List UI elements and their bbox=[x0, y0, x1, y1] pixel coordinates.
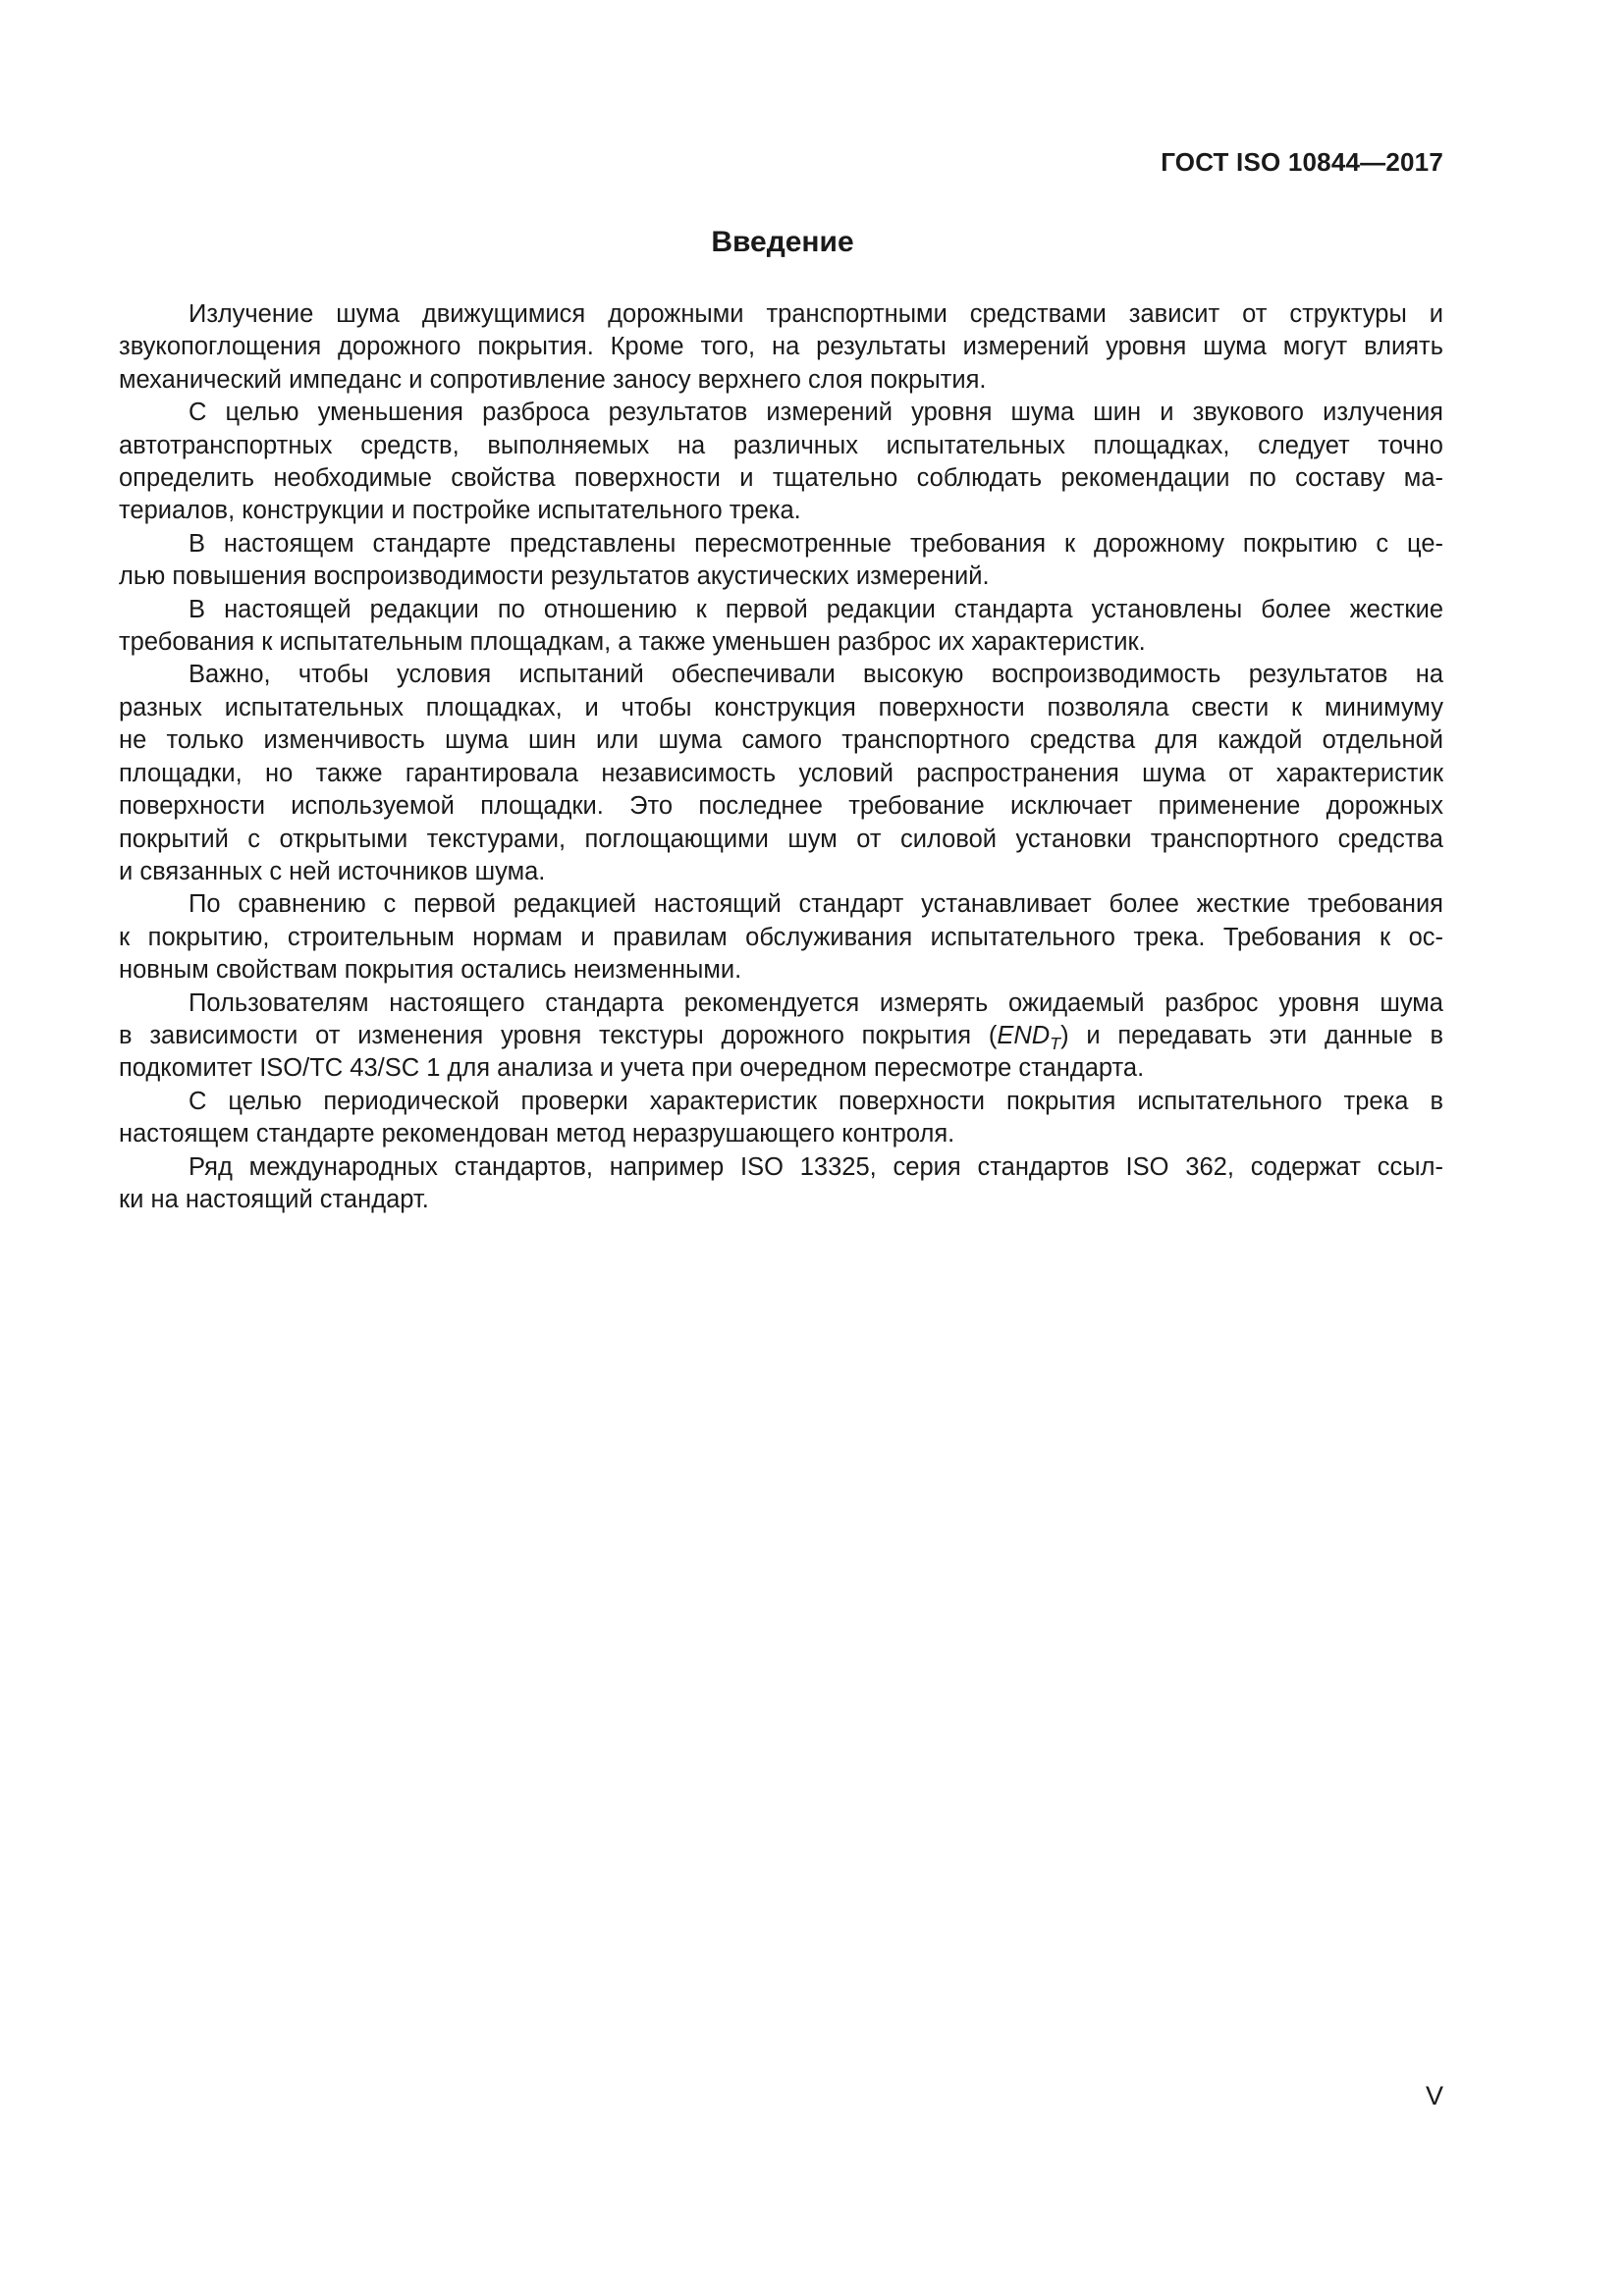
text-line: покрытий с открытыми текстурами, поглощающими шум от силовой установки транспортного средства bbox=[119, 825, 1443, 853]
text-line: звукопоглощения дорожного покрытия. Кроме того, на результаты измерений уровня шума могут влиять bbox=[119, 333, 1443, 361]
paragraph bbox=[119, 594, 1443, 660]
text-line: требования к испытательным площадкам, а также уменьшен разброс их характеристик. bbox=[119, 628, 1146, 657]
document-code: ГОСТ ISO 10844—2017 bbox=[1161, 147, 1443, 177]
paragraph bbox=[119, 988, 1443, 1086]
paragraph bbox=[119, 1086, 1443, 1151]
text-line: Пользователям настоящего стандарта рекомендуется измерять ожидаемый разброс уровня шума bbox=[189, 988, 1443, 1017]
text-line: площадки, но также гарантировала независимость условий распространения шума от характеристик bbox=[119, 759, 1443, 787]
text-line: и связанных с ней источников шума. bbox=[119, 857, 546, 885]
text-fragment: в зависимости от изменения уровня текстуры дорожного покрытия ( bbox=[119, 1021, 998, 1049]
paragraph bbox=[119, 298, 1443, 397]
text-line: к покрытию, строительным нормам и правилам обслуживания испытательного трека. Требования к ос- bbox=[119, 923, 1443, 951]
paragraph bbox=[119, 1151, 1443, 1217]
text-line: В настоящем стандарте представлены пересмотренные требования к дорожному покрытию с це- bbox=[189, 529, 1443, 558]
text-line: Излучение шума движущимися дорожными транспортными средствами зависит от структуры и bbox=[189, 300, 1443, 328]
text-line bbox=[119, 1020, 1443, 1052]
text-line: механический импеданс и сопротивление заносу верхнего слоя покрытия. bbox=[119, 365, 987, 394]
text-line: настоящем стандарте рекомендован метод неразрушающего контроля. bbox=[119, 1120, 955, 1148]
text-line: новным свойствам покрытия остались неизменными. bbox=[119, 956, 742, 985]
introduction-body bbox=[119, 298, 1443, 1216]
page-number: V bbox=[1425, 2081, 1443, 2110]
text-line: По сравнению с первой редакцией настоящий стандарт устанавливает более жесткие требования bbox=[189, 890, 1443, 919]
text-line: Важно, чтобы условия испытаний обеспечивали высокую воспроизводимость результатов на bbox=[189, 661, 1443, 689]
text-line: Ряд международных стандартов, например ISO 13325, серия стандартов ISO 362, содержат ссыл- bbox=[189, 1152, 1443, 1181]
text-line: поверхности используемой площадки. Это последнее требование исключает применение дорожных bbox=[119, 792, 1443, 821]
text-fragment: ) и передавать эти данные в bbox=[1060, 1021, 1443, 1049]
paragraph bbox=[119, 528, 1443, 594]
text-line: лью повышения воспроизводимости результатов акустических измерений. bbox=[119, 562, 990, 591]
text-line: С целью уменьшения разброса результатов измерений уровня шума шин и звукового излучения bbox=[189, 399, 1443, 427]
text-line: не только изменчивость шума шин или шума самого транспортного средства для каждой отдельной bbox=[119, 726, 1443, 755]
paragraph bbox=[119, 888, 1443, 987]
text-line: С целью периодической проверки характеристик поверхности покрытия испытательного трека в bbox=[189, 1087, 1443, 1115]
text-line: автотранспортных средств, выполняемых на различных испытательных площадках, следует точно bbox=[119, 431, 1443, 459]
text-line: териалов, конструкции и постройке испытательного трека. bbox=[119, 497, 801, 525]
end-symbol: END bbox=[997, 1021, 1051, 1049]
paragraph bbox=[119, 659, 1443, 888]
paragraph bbox=[119, 397, 1443, 528]
end-subscript: T bbox=[1050, 1034, 1061, 1054]
text-line: определить необходимые свойства поверхности и тщательно соблюдать рекомендации по составу ма- bbox=[119, 464, 1443, 493]
section-title: Введение bbox=[711, 226, 854, 258]
text-line: разных испытательных площадках, и чтобы конструкция поверхности позволяла свести к минимуму bbox=[119, 693, 1443, 721]
text-line: подкомитет ISO/TC 43/SC 1 для анализа и учета при очередном пересмотре стандарта. bbox=[119, 1054, 1145, 1083]
text-line: ки на настоящий стандарт. bbox=[119, 1185, 429, 1213]
text-line: В настоящей редакции по отношению к первой редакции стандарта установлены более жесткие bbox=[189, 595, 1443, 623]
